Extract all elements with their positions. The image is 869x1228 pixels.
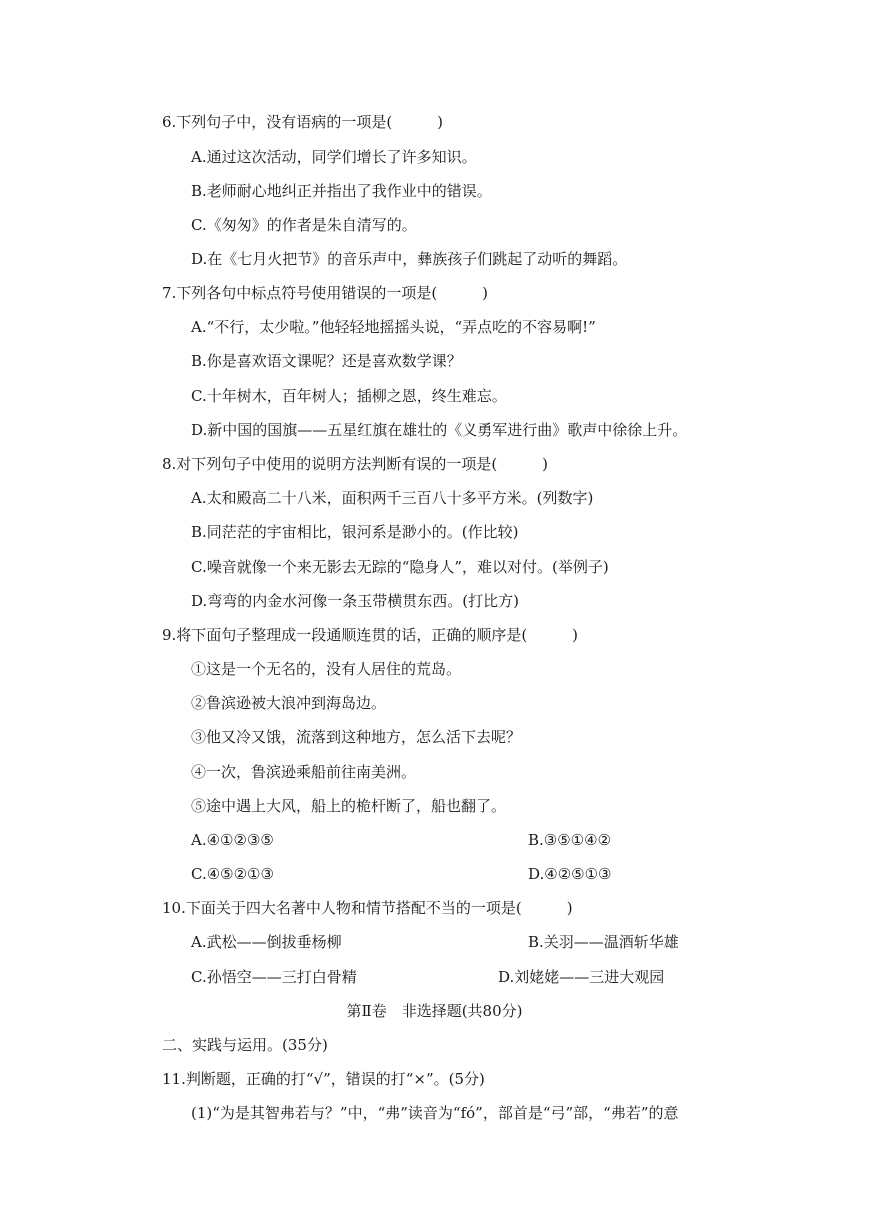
q6-option-d: D.在《七月火把节》的音乐声中，彝族孩子们跳起了动听的舞蹈。	[191, 250, 628, 268]
q8-option-c: C.噪音就像一个来无影去无踪的“隐身人”，难以对付。(举例子)	[191, 558, 609, 576]
q6-option-b: B.老师耐心地纠正并指出了我作业中的错误。	[191, 182, 492, 200]
q9-sentence-2: ②鲁滨逊被大浪冲到海岛边。	[191, 694, 387, 712]
q9-sentence-3: ③他又冷又饿，流落到这种地方，怎么活下去呢？	[191, 728, 522, 746]
q6-option-a: A.通过这次活动，同学们增长了许多知识。	[191, 148, 477, 166]
q9-stem: 9.将下面句子整理成一段通顺连贯的话，正确的顺序是( )	[162, 626, 579, 644]
q11-item-1: (1)“为是其智弗若与？”中，“弗”读音为“fó”，部首是“弓”部，“弗若”的意	[191, 1104, 679, 1122]
q9-sentence-4: ④一次，鲁滨逊乘船前往南美洲。	[191, 763, 417, 781]
q8-option-d: D.弯弯的内金水河像一条玉带横贯东西。(打比方)	[191, 592, 519, 610]
q11-stem: 11.判断题，正确的打“√”，错误的打“×”。(5分)	[162, 1070, 485, 1088]
q10-stem: 10.下面关于四大名著中人物和情节搭配不当的一项是( )	[162, 899, 573, 917]
q6-option-c: C.《匆匆》的作者是朱自清写的。	[191, 216, 417, 234]
q9-option-b: B.③⑤①④②	[528, 831, 612, 849]
q9-sentence-5: ⑤途中遇上大风，船上的桅杆断了，船也翻了。	[191, 797, 507, 815]
q8-option-a: A.太和殿高二十八米，面积两千三百八十多平方米。(列数字)	[191, 489, 594, 507]
q10-option-a: A.武松——倒拔垂杨柳	[191, 933, 342, 951]
q7-option-b: B.你是喜欢语文课呢？还是喜欢数学课？	[191, 352, 462, 370]
q8-option-b: B.同茫茫的宇宙相比，银河系是渺小的。(作比较)	[191, 523, 519, 541]
q6-stem: 6.下列句子中，没有语病的一项是( )	[162, 113, 444, 131]
part-two-title: 第Ⅱ卷 非选择题(共80分)	[346, 1002, 523, 1020]
q10-option-b: B.关羽——温酒斩华雄	[528, 933, 679, 951]
q7-option-a: A.“不行，太少啦。”他轻轻地摇摇头说，“弄点吃的不容易啊!”	[191, 318, 596, 336]
q10-option-c: C.孙悟空——三打白骨精	[191, 968, 357, 986]
q9-option-c: C.④⑤②①③	[191, 865, 274, 883]
q9-sentence-1: ①这是一个无名的，没有人居住的荒岛。	[191, 660, 462, 678]
q7-option-d: D.新中国的国旗——五星红旗在雄壮的《义勇军进行曲》歌声中徐徐上升。	[191, 421, 688, 439]
q9-option-d: D.④②⑤①③	[528, 865, 612, 883]
q7-option-c: C.十年树木，百年树人；插柳之恩，终生难忘。	[191, 387, 507, 405]
q8-stem: 8.对下列句子中使用的说明方法判断有误的一项是( )	[162, 455, 549, 473]
q7-stem: 7.下列各句中标点符号使用错误的一项是( )	[162, 284, 489, 302]
section-two-heading: 二、实践与运用。(35分)	[162, 1036, 328, 1054]
q10-option-d: D.刘姥姥——三进大观园	[498, 968, 665, 986]
q9-option-a: A.④①②③⑤	[191, 831, 274, 849]
